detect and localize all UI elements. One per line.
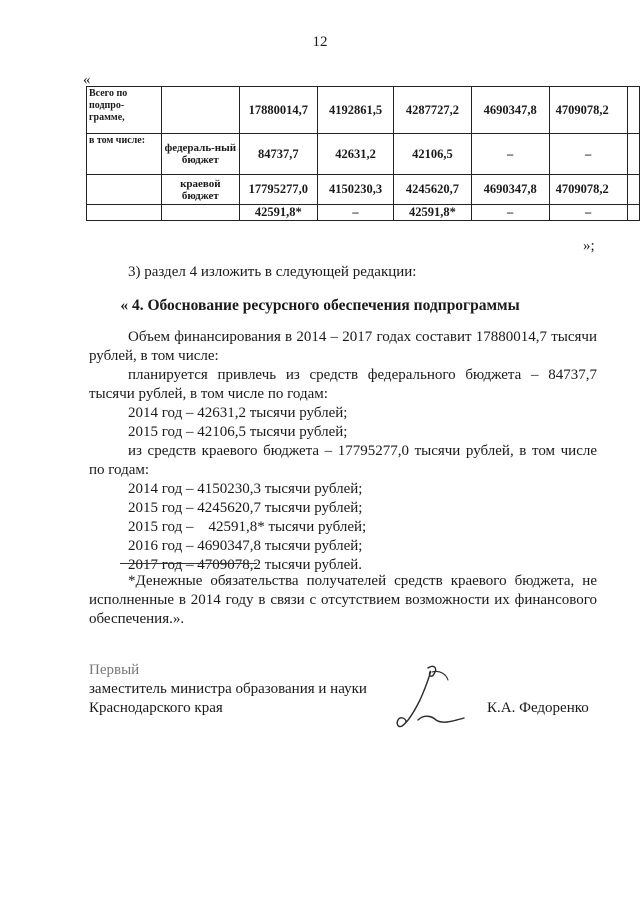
row-sublabel <box>162 87 239 134</box>
cell-2015: 4287727,2 <box>394 87 472 134</box>
signoff-title-region: Краснодарского края <box>89 700 223 716</box>
cell-2014: 4150230,3 <box>318 175 394 205</box>
cell-2015: 42591,8* <box>394 205 472 221</box>
cell-total: 17880014,7 <box>239 87 317 134</box>
regional-2015-extra-line: 2015 год – 42591,8* тысячи рублей; <box>128 519 367 535</box>
section-heading: « 4. Обоснование ресурсного обеспечения подпрограммы <box>120 297 520 314</box>
cell-2017: 4709078,2 <box>549 87 627 134</box>
footnote-divider <box>120 563 257 564</box>
cell-2016: 4690347,8 <box>471 175 549 205</box>
federal-2014-line: 2014 год – 42631,2 тысячи рублей; <box>128 405 348 421</box>
cell-2014: – <box>318 205 394 221</box>
spacer-cell <box>627 205 639 221</box>
spacer-cell <box>627 175 639 205</box>
cell-2016: – <box>471 134 549 175</box>
signoff-title-first: Первый <box>89 662 140 678</box>
cell-2016: – <box>471 205 549 221</box>
cell-2015: 42106,5 <box>394 134 472 175</box>
table-row <box>87 205 640 221</box>
spacer-cell <box>627 87 639 134</box>
cell-2014: 4192861,5 <box>318 87 394 134</box>
cell-2017: 4709078,2 <box>549 175 627 205</box>
paragraph-federal: планируется привлечь из средств федерального бюджета – 84737,7 тысячи рублей, в том числе по годам: <box>89 367 597 402</box>
budget-table <box>86 86 640 221</box>
federal-2015-line: 2015 год – 42106,5 тысячи рублей; <box>128 424 348 440</box>
spacer-cell <box>627 134 639 175</box>
table-row <box>87 134 640 175</box>
row-label: в том числе: <box>87 134 162 175</box>
handwritten-signature <box>388 662 473 732</box>
cell-2016: 4690347,8 <box>471 87 549 134</box>
cell-total: 84737,7 <box>239 134 317 175</box>
item-3: 3) раздел 4 изложить в следующей редакции: <box>128 264 417 280</box>
row-sublabel <box>162 205 239 221</box>
cell-2017: – <box>549 134 627 175</box>
signer-name: К.А. Федоренко <box>487 700 589 716</box>
row-label <box>87 175 162 205</box>
page-number: 12 <box>312 34 328 50</box>
footnote: *Денежные обязательства получателей средств краевого бюджета, не исполненные в 2014 году в связи с отсутствием возможности их финансового обеспечения.». <box>89 573 597 627</box>
paragraph-total: Объем финансирования в 2014 – 2017 годах составит 17880014,7 тысячи рублей, в том числе: <box>89 329 597 364</box>
row-label <box>87 205 162 221</box>
signoff-title-position: заместитель министра образования и науки <box>89 681 367 697</box>
cell-2017: – <box>549 205 627 221</box>
regional-2017-line: 2017 год – 4709078,2 тысячи рублей. <box>128 557 363 573</box>
row-sublabel: федераль-ный бюджет <box>162 134 239 175</box>
paragraph-regional: из средств краевого бюджета – 17795277,0 тысячи рублей, в том числе по годам: <box>89 443 597 478</box>
cell-total: 17795277,0 <box>239 175 317 205</box>
cell-total: 42591,8* <box>239 205 317 221</box>
cell-2014: 42631,2 <box>318 134 394 175</box>
regional-2014-line: 2014 год – 4150230,3 тысячи рублей; <box>128 481 363 497</box>
table-close-quote: »; <box>583 238 595 254</box>
table-open-quote: « <box>83 72 91 88</box>
regional-2016-line: 2016 год – 4690347,8 тысячи рублей; <box>128 538 363 554</box>
row-label: Всего по подпро-грамме, <box>87 87 162 134</box>
row-sublabel: краевой бюджет <box>162 175 239 205</box>
regional-2015-line: 2015 год – 4245620,7 тысячи рублей; <box>128 500 363 516</box>
cell-2015: 4245620,7 <box>394 175 472 205</box>
table-row <box>87 175 640 205</box>
table-row <box>87 87 640 134</box>
